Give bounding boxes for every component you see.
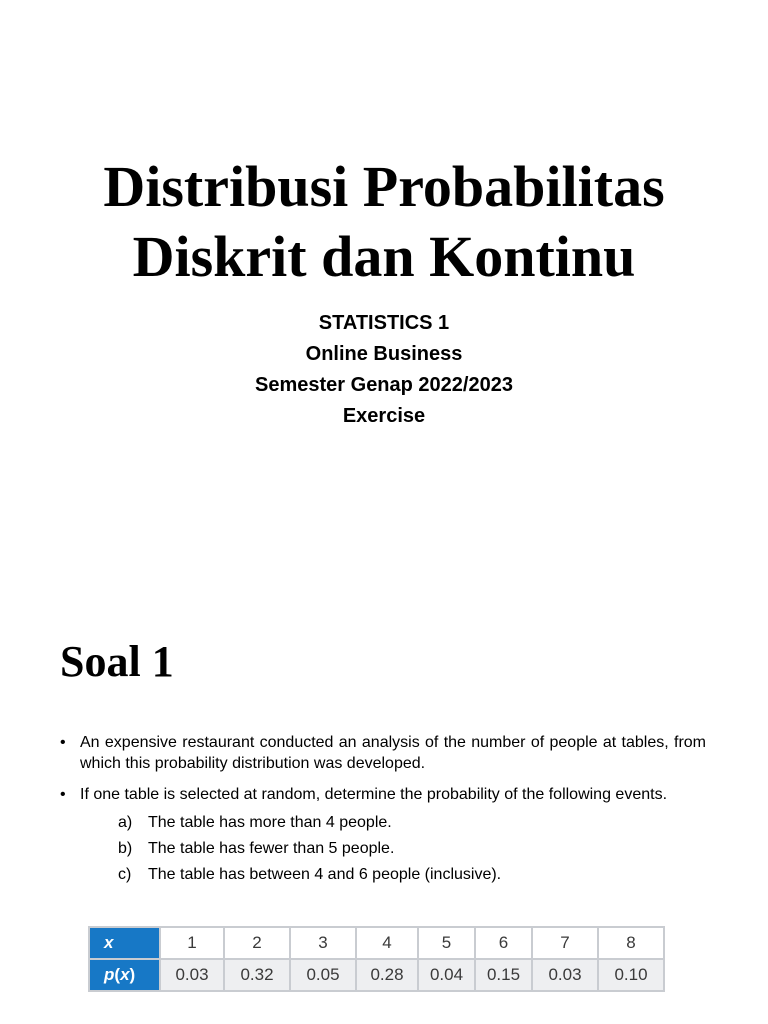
row-header-px: p(x) [89, 959, 160, 991]
subitem-label: a) [118, 813, 133, 831]
bullet-item [60, 732, 706, 774]
p-cell: 0.32 [224, 959, 290, 991]
x-cell: 5 [418, 927, 475, 959]
title-line-2: Diskrit dan Kontinu [132, 224, 636, 289]
bullet-dot-icon: • [60, 786, 66, 803]
exercise-label: Exercise [342, 405, 426, 427]
x-cell: 1 [160, 927, 224, 959]
course-name: STATISTICS 1 [318, 312, 450, 334]
program-name: Online Business [305, 343, 463, 365]
table-row-x [89, 927, 664, 959]
x-cell: 4 [356, 927, 418, 959]
row-header-x: x [89, 927, 160, 959]
section-heading: Soal 1 [60, 637, 174, 686]
subitem-c [80, 861, 706, 887]
x-cell: 7 [532, 927, 598, 959]
slide-title [0, 152, 768, 292]
table-row-px [89, 959, 664, 991]
x-cell: 2 [224, 927, 290, 959]
semester-label: Semester Genap 2022/2023 [255, 374, 513, 396]
subitem-b [80, 835, 706, 861]
p-cell: 0.28 [356, 959, 418, 991]
x-cell: 6 [475, 927, 532, 959]
p-cell: 0.03 [160, 959, 224, 991]
p-cell: 0.03 [532, 959, 598, 991]
x-cell: 3 [290, 927, 356, 959]
bullet-text: An expensive restaurant conducted an analysis of the number of people at tables, from which this probability distribution was developed. [80, 734, 706, 772]
p-cell: 0.04 [418, 959, 475, 991]
subitem-text: The table has between 4 and 6 people (inclusive). [148, 865, 502, 883]
event-sublist [80, 809, 706, 887]
x-cell: 8 [598, 927, 664, 959]
subitem-text: The table has fewer than 5 people. [148, 839, 395, 857]
bullet-text: If one table is selected at random, determine the probability of the following events. [80, 786, 668, 803]
subitem-text: The table has more than 4 people. [148, 813, 392, 831]
p-cell: 0.10 [598, 959, 664, 991]
bullet-item [60, 784, 706, 887]
slide-subtitle [0, 308, 768, 432]
probability-table [88, 926, 665, 992]
title-line-1: Distribusi Probabilitas [103, 154, 665, 219]
subitem-label: b) [118, 839, 133, 857]
subitem-a [80, 809, 706, 835]
subitem-label: c) [118, 865, 132, 883]
question-list [60, 732, 706, 897]
p-cell: 0.05 [290, 959, 356, 991]
p-cell: 0.15 [475, 959, 532, 991]
bullet-dot-icon: • [60, 734, 66, 751]
